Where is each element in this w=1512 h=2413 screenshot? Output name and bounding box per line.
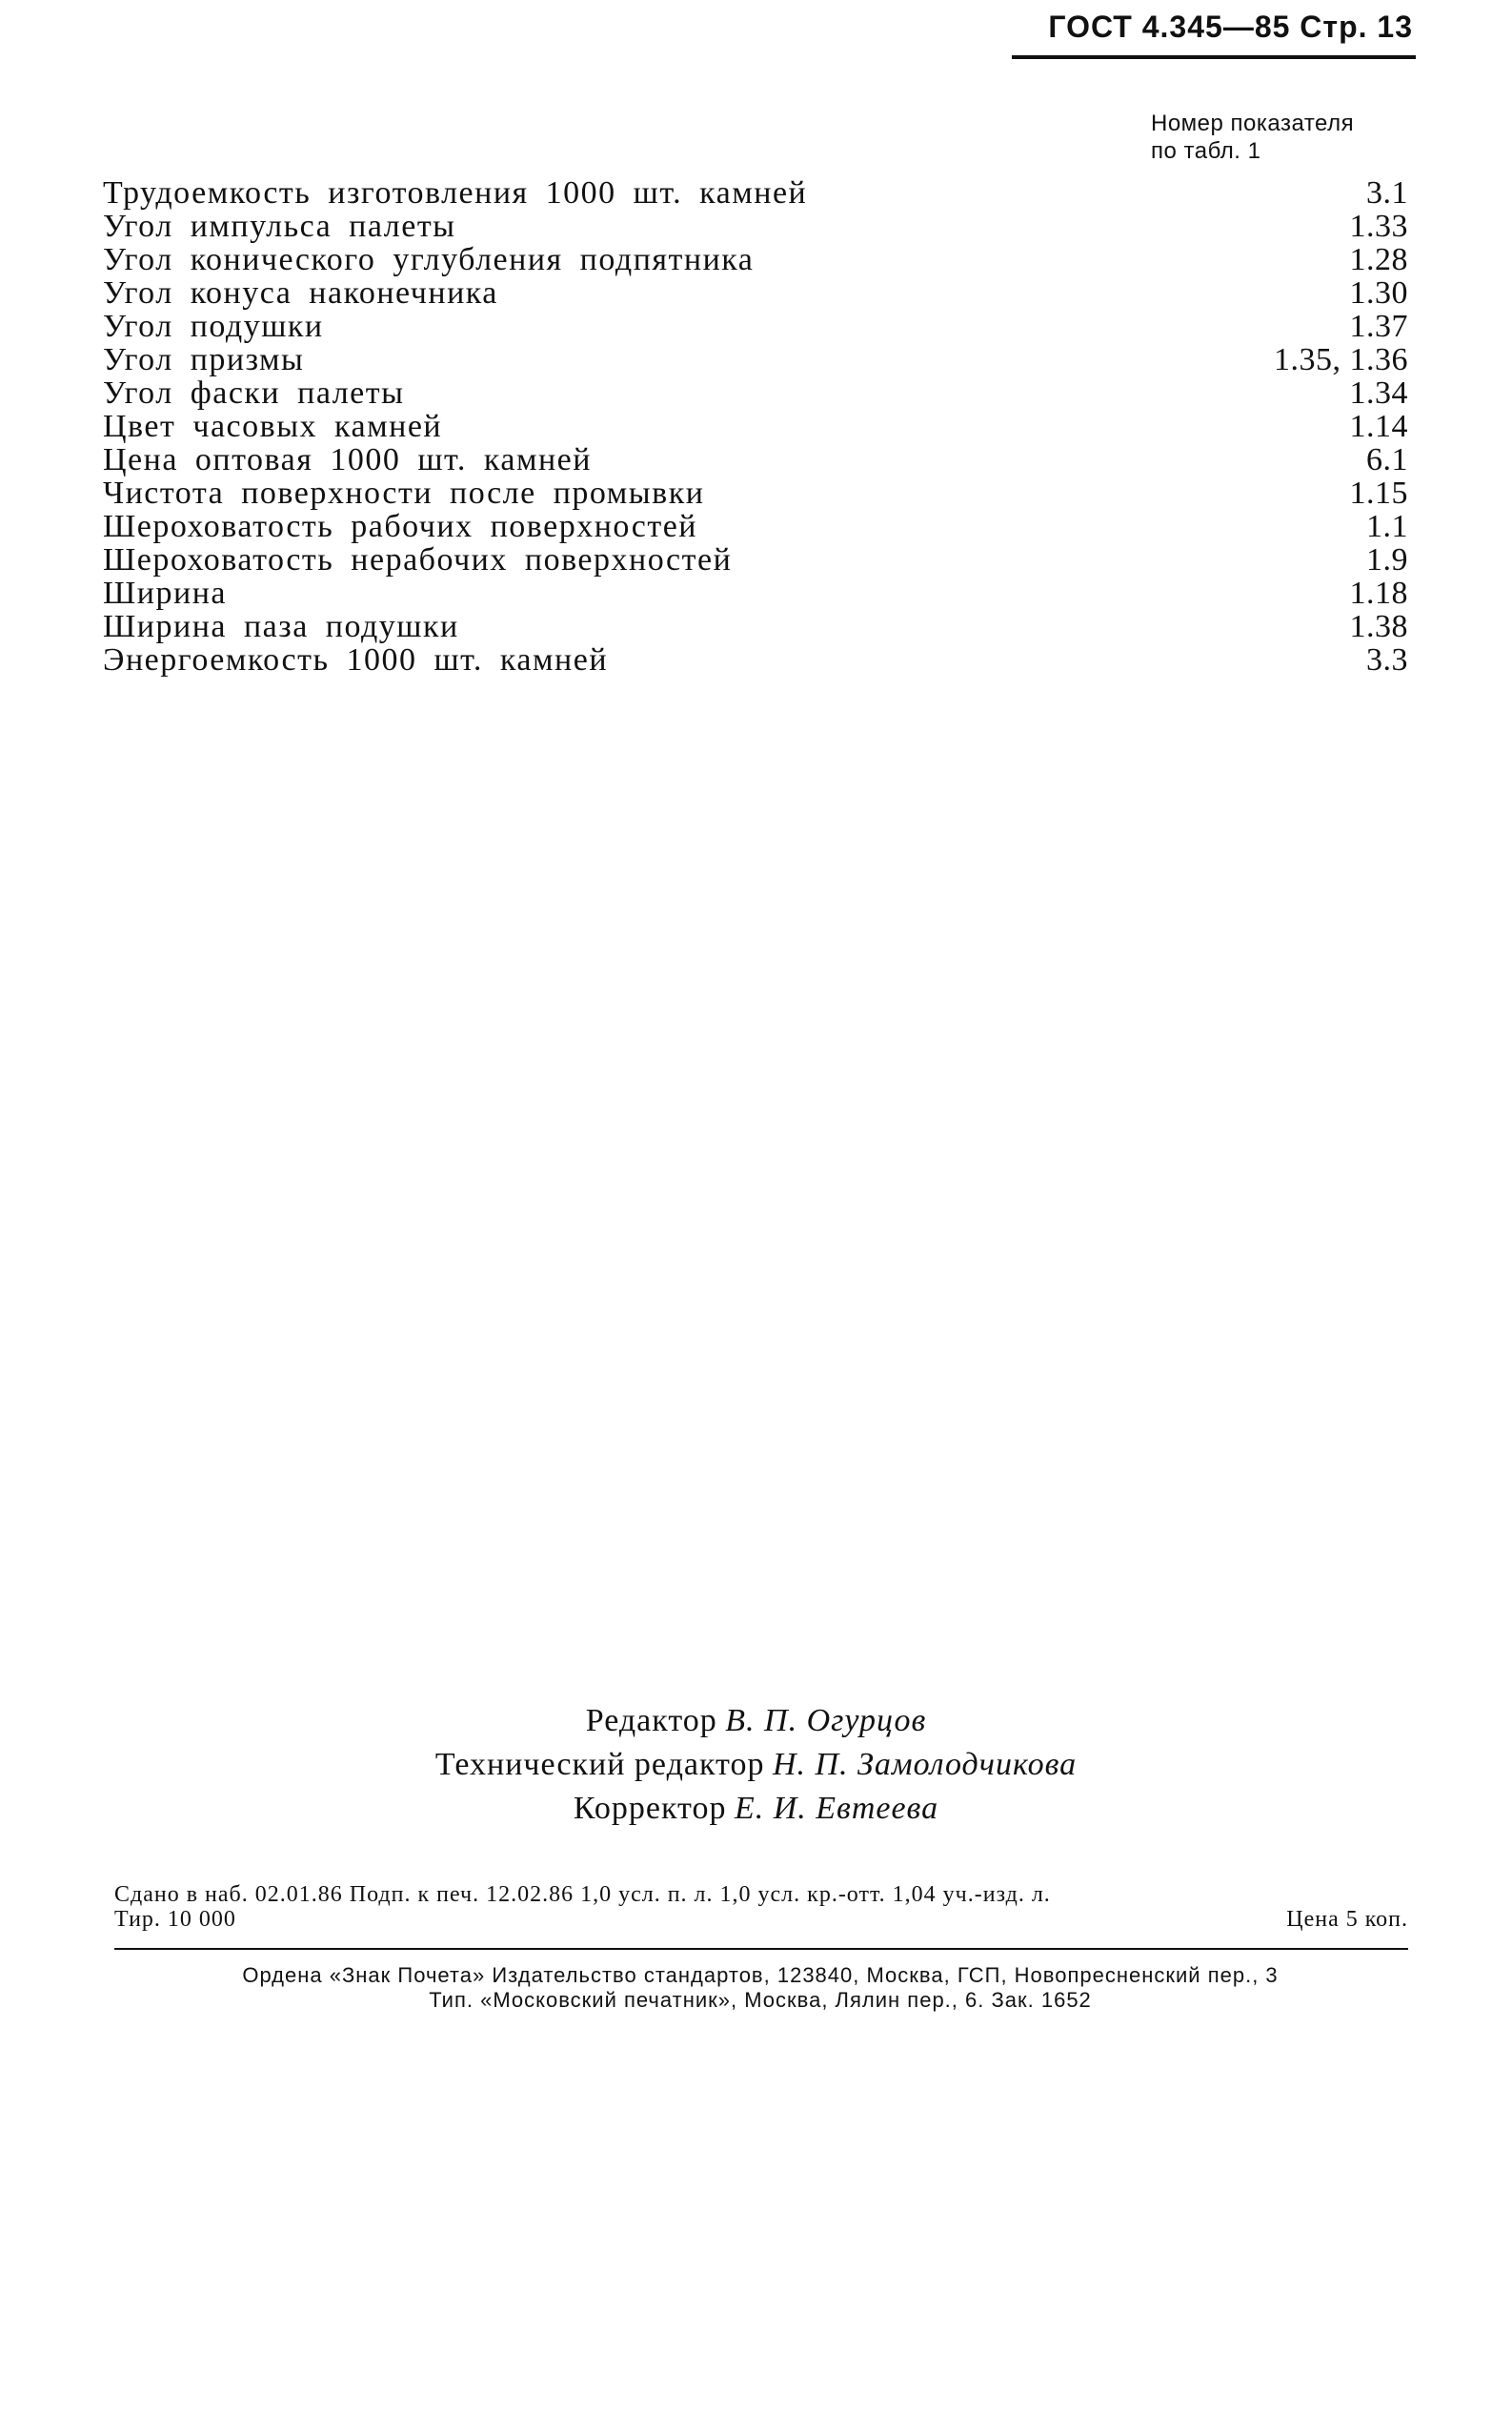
index-ref: 1.1: [1366, 509, 1408, 544]
index-ref: 1.33: [1349, 209, 1408, 244]
imprint-print-run: Тир. 10 000: [114, 1907, 236, 1932]
index-row: [103, 176, 1408, 210]
subject-index: [103, 176, 1408, 677]
index-ref: 1.18: [1349, 576, 1408, 611]
index-ref: 1.30: [1349, 275, 1408, 311]
index-row: [103, 276, 1408, 310]
publisher-line1: Ордена «Знак Почета» Издательство стандартов, 123840, Москва, ГСП, Новопресненский пер., 3: [242, 1963, 1279, 1987]
index-term: Угол подушки: [103, 309, 324, 344]
index-term: Чистота поверхности после промывки: [103, 476, 705, 511]
index-ref: 3.1: [1366, 175, 1408, 211]
index-row: [103, 543, 1408, 577]
credit-name: Е. И. Евтеева: [734, 1791, 939, 1826]
index-term: Шероховатость рабочих поверхностей: [103, 509, 697, 544]
publisher-info: [103, 1963, 1418, 2013]
column-header-line1: Номер показателя: [1151, 111, 1355, 136]
index-row: [103, 443, 1408, 477]
credit-name: В. П. Огурцов: [725, 1703, 927, 1738]
index-ref: 1.15: [1349, 476, 1408, 511]
credit-name: Н. П. Замолодчикова: [772, 1747, 1078, 1782]
header-rule: [1012, 55, 1416, 59]
index-ref: 1.9: [1366, 542, 1408, 578]
index-ref: 1.38: [1349, 609, 1408, 644]
credit-technical-editor: [0, 1743, 1512, 1787]
print-imprint: [114, 1882, 1408, 1932]
index-term: Ширина паза подушки: [103, 609, 459, 644]
credit-role: Редактор: [585, 1703, 717, 1738]
credit-editor: [0, 1699, 1512, 1743]
index-term: Ширина: [103, 576, 227, 611]
index-row: [103, 410, 1408, 443]
index-term: Трудоемкость изготовления 1000 шт. камней: [103, 175, 808, 211]
imprint-line2: [114, 1907, 1408, 1932]
index-row: [103, 477, 1408, 510]
index-row: [103, 510, 1408, 543]
index-row: [103, 310, 1408, 343]
index-row: [103, 243, 1408, 276]
imprint-dates: Сдано в наб. 02.01.86 Подп. к печ. 12.02.86 1,0 усл. п. л. 1,0 усл. кр.-отт. 1,04 уч.-изд. л.: [114, 1882, 1051, 1907]
index-term: Энергоемкость 1000 шт. камней: [103, 642, 609, 678]
index-ref: 1.14: [1349, 409, 1408, 444]
index-row: [103, 643, 1408, 677]
credit-proofreader: [0, 1787, 1512, 1831]
index-term: Угол конуса наконечника: [103, 275, 498, 311]
column-header: [1151, 110, 1354, 165]
credit-role: Технический редактор: [434, 1747, 765, 1782]
index-term: Угол конического углубления подпятника: [103, 242, 755, 277]
index-ref: 6.1: [1366, 442, 1408, 477]
publisher-line2: Тип. «Московский печатник», Москва, Лялин пер., 6. Зак. 1652: [429, 1988, 1092, 2012]
index-row: [103, 610, 1408, 643]
index-ref: 3.3: [1366, 642, 1408, 678]
index-term: Цена оптовая 1000 шт. камней: [103, 442, 592, 477]
credit-role: Корректор: [573, 1791, 727, 1826]
index-ref: 1.37: [1349, 309, 1408, 344]
index-ref: 1.35, 1.36: [1274, 342, 1408, 377]
index-term: Цвет часовых камней: [103, 409, 443, 444]
index-ref: 1.28: [1349, 242, 1408, 277]
credits-block: [0, 1699, 1512, 1831]
index-term: Шероховатость нерабочих поверхностей: [103, 542, 733, 578]
index-term: Угол импульса палеты: [103, 209, 456, 244]
imprint-line1: [114, 1882, 1408, 1907]
imprint-price: Цена 5 коп.: [1286, 1907, 1408, 1932]
index-term: Угол фаски палеты: [103, 375, 405, 411]
page-header: ГОСТ 4.345—85 Стр. 13: [1048, 10, 1413, 44]
index-term: Угол призмы: [103, 342, 305, 377]
index-row: [103, 210, 1408, 243]
index-row: [103, 376, 1408, 410]
column-header-line2: по табл. 1: [1151, 138, 1261, 164]
index-row: [103, 343, 1408, 376]
index-row: [103, 577, 1408, 610]
imprint-rule: [114, 1948, 1408, 1950]
index-ref: 1.34: [1349, 375, 1408, 411]
